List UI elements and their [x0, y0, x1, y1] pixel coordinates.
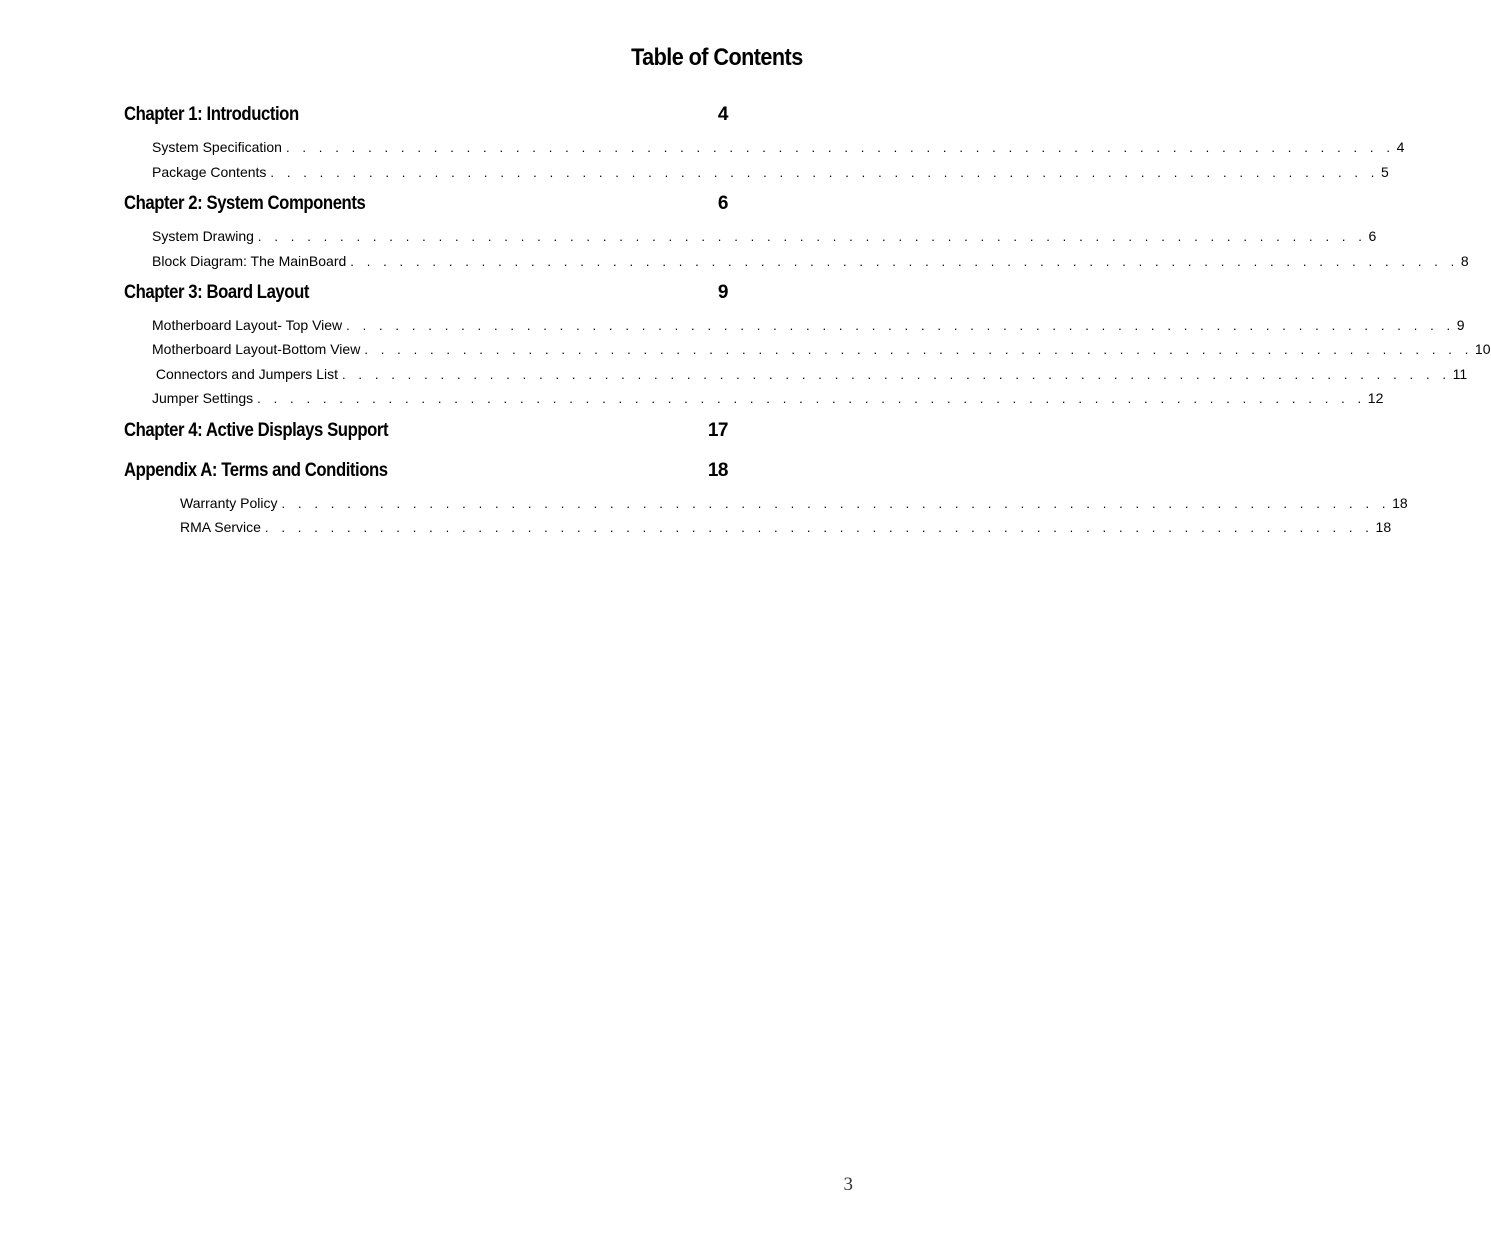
toc-entry-layout-bottom-view[interactable]	[152, 341, 1491, 359]
entry-label: System Specification	[152, 139, 282, 155]
toc-entry-connectors-jumpers-list[interactable]	[152, 366, 1468, 384]
chapter-page-number: 17	[707, 420, 728, 441]
entry-page-number: 4	[1396, 139, 1405, 155]
dot-leader: . . . . . . . . . . . . . . . . . . . . . . . . . . . . . . . . . . . . . . . . . . . . . . . . . . . . . . . . . . . . . . . . . . . .	[350, 254, 1459, 269]
toc-chapter-2[interactable]	[124, 193, 728, 217]
toc-entry-system-drawing[interactable]	[152, 228, 1377, 246]
entry-label: Connectors and Jumpers List	[152, 366, 338, 382]
chapter-page-number: 4	[717, 104, 728, 125]
entry-label: Warranty Policy	[180, 495, 278, 511]
chapter-label: Chapter 3: Board Layout	[124, 282, 309, 303]
chapter-label: Chapter 1: Introduction	[124, 104, 299, 125]
dot-leader: . . . . . . . . . . . . . . . . . . . . . . . . . . . . . . . . . . . . . . . . . . . . . . . . . . . . . . . . . . . . . . . . . . . .	[257, 391, 1366, 406]
toc-entry-package-contents[interactable]	[152, 164, 1389, 182]
chapter-label: Appendix A: Terms and Conditions	[124, 460, 388, 481]
entry-label: Block Diagram: The MainBoard	[152, 253, 347, 269]
entry-label: Jumper Settings	[152, 390, 254, 406]
entry-page-number: 9	[1456, 317, 1465, 333]
entry-page-number: 12	[1367, 390, 1384, 406]
dot-leader: . . . . . . . . . . . . . . . . . . . . . . . . . . . . . . . . . . . . . . . . . . . . . . . . . . . . . . . . . . . . . . . . . . . .	[285, 140, 1395, 155]
toc-entry-rma-service[interactable]	[180, 519, 1392, 537]
toc-entry-jumper-settings[interactable]	[152, 390, 1384, 408]
toc-entry-warranty-policy[interactable]	[180, 495, 1408, 513]
entry-page-number: 18	[1375, 519, 1392, 535]
chapter-label: Chapter 4: Active Displays Support	[124, 420, 389, 441]
toc-chapter-1[interactable]	[124, 104, 728, 128]
chapter-page-number: 9	[717, 282, 728, 303]
entry-label: Package Contents	[152, 164, 267, 180]
entry-label: Motherboard Layout- Top View	[152, 317, 343, 333]
page-title: Table of Contents	[631, 44, 803, 71]
dot-leader: . . . . . . . . . . . . . . . . . . . . . . . . . . . . . . . . . . . . . . . . . . . . . . . . . . . . . . . . . . . . . . . . . . . .	[257, 229, 1367, 244]
chapter-label: Chapter 2: System Components	[124, 193, 366, 214]
entry-label: RMA Service	[180, 519, 261, 535]
entry-page-number: 5	[1381, 164, 1389, 180]
chapter-page-number: 6	[717, 193, 728, 214]
dot-leader: . . . . . . . . . . . . . . . . . . . . . . . . . . . . . . . . . . . . . . . . . . . . . . . . . . . . . . . . . . . . . . . . . . . .	[341, 367, 1451, 382]
toc-appendix-a[interactable]	[124, 460, 728, 484]
toc-entry-block-diagram[interactable]	[152, 253, 1469, 271]
entry-page-number: 10	[1474, 341, 1491, 357]
page-number: 3	[843, 1174, 853, 1195]
toc-entry-system-specification[interactable]	[152, 139, 1405, 157]
entry-label: Motherboard Layout-Bottom View	[152, 341, 361, 357]
toc-chapter-3[interactable]	[124, 282, 728, 306]
dot-leader: . . . . . . . . . . . . . . . . . . . . . . . . . . . . . . . . . . . . . . . . . . . . . . . . . . . . . . . . . . . . . . . . . . . .	[264, 520, 1374, 535]
dot-leader: . . . . . . . . . . . . . . . . . . . . . . . . . . . . . . . . . . . . . . . . . . . . . . . . . . . . . . . . . . . . . . . . . . . .	[281, 496, 1391, 511]
dot-leader: . . . . . . . . . . . . . . . . . . . . . . . . . . . . . . . . . . . . . . . . . . . . . . . . . . . . . . . . . . . . . . . . . . . .	[364, 342, 1473, 357]
dot-leader: . . . . . . . . . . . . . . . . . . . . . . . . . . . . . . . . . . . . . . . . . . . . . . . . . . . . . . . . . . . . . . . . . . . .	[270, 165, 1380, 180]
entry-page-number: 6	[1368, 228, 1377, 244]
toc-entry-layout-top-view[interactable]	[152, 317, 1465, 335]
entry-page-number: 8	[1460, 253, 1469, 269]
entry-page-number: 11	[1452, 366, 1468, 382]
toc-chapter-4[interactable]	[124, 420, 728, 444]
chapter-page-number: 18	[707, 460, 728, 481]
dot-leader: . . . . . . . . . . . . . . . . . . . . . . . . . . . . . . . . . . . . . . . . . . . . . . . . . . . . . . . . . . . . . . . . . . . .	[346, 318, 1455, 333]
entry-label: System Drawing	[152, 228, 254, 244]
entry-page-number: 18	[1392, 495, 1408, 511]
